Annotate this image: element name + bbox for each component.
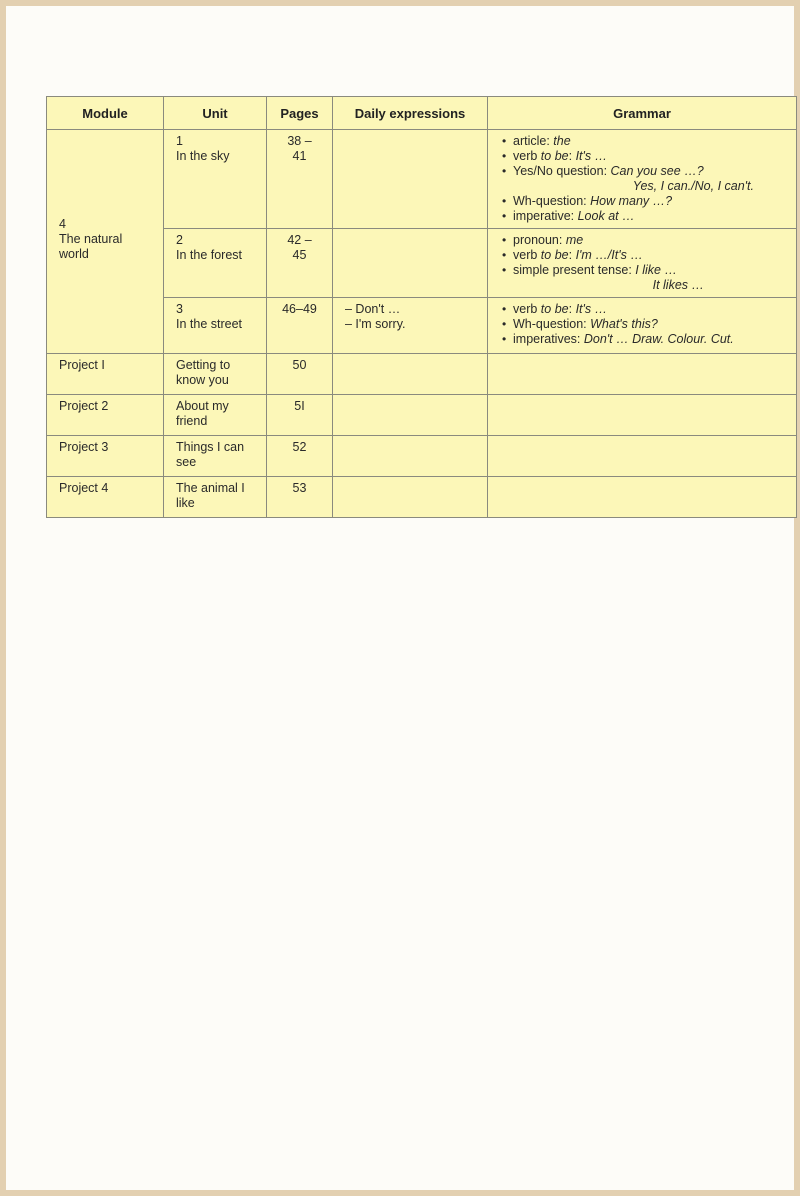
header-daily-expressions: Daily expressions	[333, 97, 488, 130]
grammar-example-continued: It likes …	[652, 278, 704, 292]
grammar-separator: :	[568, 302, 576, 316]
grammar-label: Wh-question:	[513, 317, 591, 331]
grammar-label: article:	[513, 134, 554, 148]
header-row	[47, 97, 797, 130]
grammar-cell	[488, 354, 797, 395]
daily-expressions-cell	[333, 477, 488, 518]
daily-expressions-cell	[333, 395, 488, 436]
pages-cell: 53	[267, 477, 333, 518]
daily-expressions-cell	[333, 130, 488, 229]
module-title: The natural world	[59, 232, 123, 261]
grammar-cell	[488, 298, 797, 354]
grammar-cell	[488, 395, 797, 436]
header-grammar: Grammar	[488, 97, 797, 130]
table-row	[47, 130, 797, 229]
grammar-separator: :	[568, 248, 576, 262]
unit-cell	[164, 298, 267, 354]
pages-cell: 38 – 41	[267, 130, 333, 229]
daily-expressions-cell	[333, 354, 488, 395]
grammar-label: verb	[513, 248, 541, 262]
grammar-label: pronoun:	[513, 233, 566, 247]
grammar-label: simple present tense:	[513, 263, 636, 277]
grammar-example: I like …	[635, 263, 677, 277]
unit-title: In the forest	[176, 248, 243, 262]
unit-cell	[164, 130, 267, 229]
unit-number: 2	[176, 233, 183, 247]
grammar-label: Wh-question:	[513, 194, 591, 208]
grammar-item	[502, 194, 784, 209]
grammar-cell	[488, 477, 797, 518]
table-row	[47, 395, 797, 436]
bullet-icon: •	[502, 248, 507, 262]
project-unit-cell: About my friend	[164, 395, 267, 436]
unit-number: 3	[176, 302, 183, 316]
grammar-label: imperatives:	[513, 332, 584, 346]
grammar-cell	[488, 436, 797, 477]
grammar-item	[502, 317, 784, 332]
page	[6, 6, 794, 1190]
grammar-separator: :	[568, 149, 576, 163]
table-row	[47, 436, 797, 477]
grammar-item	[502, 263, 784, 293]
expression-item: – Don't …	[345, 302, 401, 316]
pages-cell: 52	[267, 436, 333, 477]
grammar-label: verb	[513, 302, 541, 316]
module-number: 4	[59, 217, 66, 231]
grammar-list	[500, 233, 784, 293]
grammar-example: Can you see …?	[610, 164, 704, 178]
grammar-item	[502, 302, 784, 317]
grammar-term: to be	[540, 302, 569, 316]
pages-cell: 42 – 45	[267, 229, 333, 298]
grammar-item	[502, 164, 784, 194]
bullet-icon: •	[502, 134, 507, 148]
grammar-term: to be	[540, 149, 569, 163]
project-module-cell: Project 4	[47, 477, 164, 518]
grammar-item	[502, 332, 784, 347]
grammar-example: Don't … Draw. Colour. Cut.	[583, 332, 734, 346]
pages-cell: 46–49	[267, 298, 333, 354]
project-unit-cell: Getting to know you	[164, 354, 267, 395]
module-cell	[47, 130, 164, 354]
bullet-icon: •	[502, 263, 507, 277]
bullet-icon: •	[502, 317, 507, 331]
grammar-example: What's this?	[590, 317, 658, 331]
bullet-icon: •	[502, 233, 507, 247]
grammar-label: imperative:	[513, 209, 578, 223]
grammar-term: to be	[540, 248, 569, 262]
grammar-label: verb	[513, 149, 541, 163]
daily-expressions-cell	[333, 229, 488, 298]
grammar-example: the	[553, 134, 571, 148]
grammar-example: It's …	[575, 302, 608, 316]
grammar-item	[502, 149, 784, 164]
expressions-list	[345, 302, 475, 332]
expression-item: – I'm sorry.	[345, 317, 406, 331]
project-module-cell: Project 3	[47, 436, 164, 477]
unit-title: In the street	[176, 317, 243, 331]
grammar-list	[500, 302, 784, 347]
unit-cell	[164, 229, 267, 298]
bullet-icon: •	[502, 302, 507, 316]
table-row	[47, 477, 797, 518]
header-unit: Unit	[164, 97, 267, 130]
bullet-icon: •	[502, 149, 507, 163]
grammar-item	[502, 248, 784, 263]
project-unit-cell: Things I can see	[164, 436, 267, 477]
daily-expressions-cell	[333, 436, 488, 477]
grammar-item	[502, 233, 784, 248]
grammar-example: How many …?	[590, 194, 673, 208]
grammar-cell	[488, 229, 797, 298]
pages-cell: 50	[267, 354, 333, 395]
grammar-example: Look at …	[577, 209, 635, 223]
grammar-cell	[488, 130, 797, 229]
bullet-icon: •	[502, 164, 507, 178]
grammar-example-continued: Yes, I can./No, I can't.	[632, 179, 754, 193]
contents-table	[46, 96, 797, 518]
project-module-cell: Project 2	[47, 395, 164, 436]
table-row	[47, 354, 797, 395]
header-pages: Pages	[267, 97, 333, 130]
grammar-item	[502, 134, 784, 149]
unit-number: 1	[176, 134, 183, 148]
bullet-icon: •	[502, 332, 507, 346]
grammar-item	[502, 209, 784, 224]
grammar-list	[500, 134, 784, 224]
unit-title: In the sky	[176, 149, 230, 163]
grammar-label: Yes/No question:	[513, 164, 611, 178]
bullet-icon: •	[502, 194, 507, 208]
bullet-icon: •	[502, 209, 507, 223]
grammar-example: It's …	[575, 149, 608, 163]
daily-expressions-cell	[333, 298, 488, 354]
header-module: Module	[47, 97, 164, 130]
grammar-example: I'm …/It's …	[575, 248, 643, 262]
project-unit-cell: The animal I like	[164, 477, 267, 518]
project-module-cell: Project I	[47, 354, 164, 395]
pages-cell: 5I	[267, 395, 333, 436]
grammar-example: me	[565, 233, 584, 247]
